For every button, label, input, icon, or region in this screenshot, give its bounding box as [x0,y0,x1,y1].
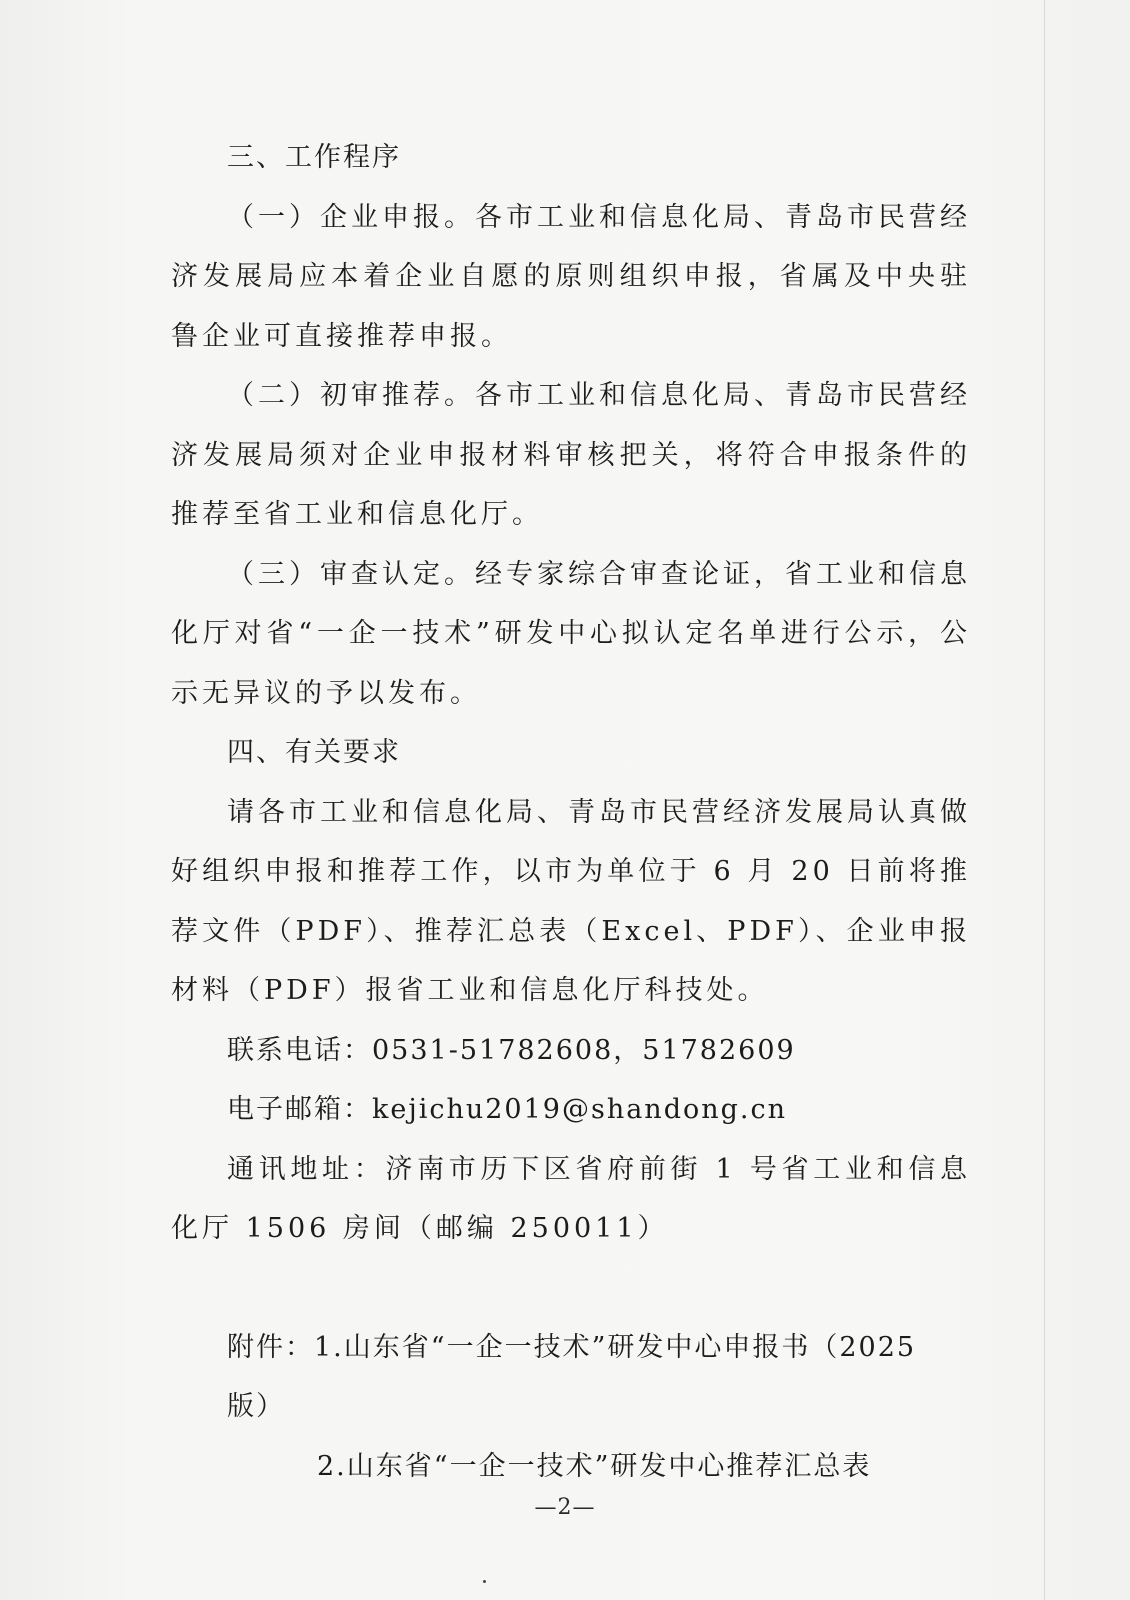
scan-edge-line [1044,0,1045,1600]
paragraph-review-approval: （三）审查认定。经专家综合审查论证，省工业和信息化厅对省“一企一技术”研发中心拟认定名单进行公示，公示无异议的予以发布。 [171,558,971,709]
section-heading-requirements: 四、有关要求 [227,737,401,768]
document-body [171,128,971,1496]
contact-phone: 联系电话：0531-51782608，51782609 [227,1034,796,1066]
attachments-list [171,1318,971,1497]
paragraph-enterprise-application: （一）企业申报。各市工业和信息化局、青岛市民营经济发展局应本着企业自愿的原则组织申报，省属及中央驻鲁企业可直接推荐申报。 [171,201,971,352]
attachment-item-1: 附件：1.山东省“一企一技术”研发中心申报书（2025 版） [227,1331,917,1422]
page-number: —2— [534,1495,596,1520]
contact-email: 电子邮箱：kejichu2019@shandong.cn [227,1094,787,1125]
paragraph-requirements: 请各市工业和信息化局、青岛市民营经济发展局认真做好组织申报和推荐工作，以市为单位于 6 月 20 日前将推荐文件（PDF）、推荐汇总表（Excel、PDF）、企业申报材料（PDF）报省工业和信息化厅科技处。 [171,796,971,1006]
scan-dot [483,1580,486,1583]
paragraph-preliminary-review: （二）初审推荐。各市工业和信息化局、青岛市民营经济发展局须对企业申报材料审核把关，将符合申报条件的推荐至省工业和信息化厅。 [171,380,971,530]
contact-address: 通讯地址：济南市历下区省府前街 1 号省工业和信息化厅 1506 房间（邮编 250011） [171,1153,971,1244]
section-heading-work-procedure: 三、工作程序 [227,142,401,173]
attachment-item-2: 2.山东省“一企一技术”研发中心推荐汇总表 [317,1450,872,1482]
